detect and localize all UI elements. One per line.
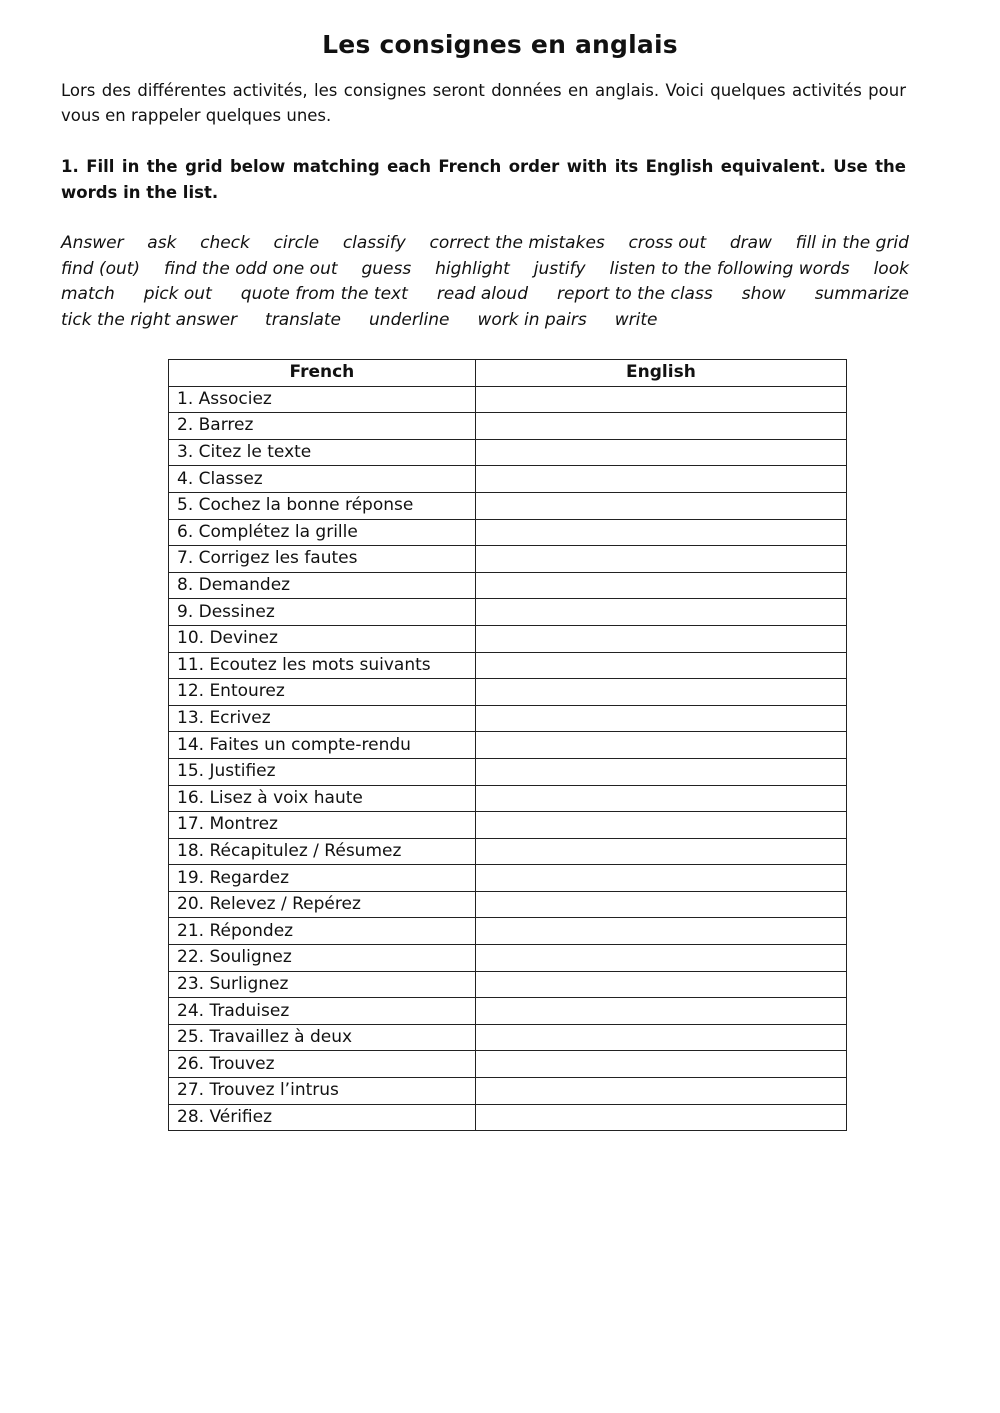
- word-list-line: [61, 257, 909, 283]
- english-answer-cell[interactable]: [475, 1078, 846, 1105]
- english-answer-cell[interactable]: [475, 998, 846, 1025]
- word-list-item: find (out): [61, 258, 141, 279]
- table-row: [169, 705, 847, 732]
- grid-header-row: [169, 360, 847, 387]
- table-row: [169, 918, 847, 945]
- table-row: [169, 1104, 847, 1131]
- word-list-item: show: [741, 284, 786, 304]
- word-list-item: match: [61, 284, 115, 304]
- french-order-cell: 17. Montrez: [169, 812, 476, 839]
- english-answer-cell[interactable]: [475, 918, 846, 945]
- english-answer-cell[interactable]: [475, 519, 846, 546]
- table-row: [169, 572, 847, 599]
- french-order-cell: 15. Justifiez: [169, 758, 476, 785]
- english-answer-cell[interactable]: [475, 732, 846, 759]
- english-answer-cell[interactable]: [475, 625, 846, 652]
- french-order-cell: 11. Ecoutez les mots suivants: [169, 652, 476, 679]
- word-list-item: correct the mistakes: [429, 233, 605, 253]
- english-answer-cell[interactable]: [475, 891, 846, 918]
- english-answer-cell[interactable]: [475, 971, 846, 998]
- word-list-item: justify: [533, 258, 586, 279]
- french-order-cell: 23. Surlignez: [169, 971, 476, 998]
- french-order-cell: 18. Récapitulez / Résumez: [169, 838, 476, 865]
- english-answer-cell[interactable]: [475, 572, 846, 599]
- word-list-item: write: [614, 309, 658, 330]
- french-order-cell: 14. Faites un compte-rendu: [169, 732, 476, 759]
- table-row: [169, 758, 847, 785]
- table-row: [169, 386, 847, 413]
- exercise-instruction: 1. Fill in the grid below matching each French order with its English equivalent. Use the words in the list.: [61, 157, 906, 202]
- word-list-item: translate: [265, 309, 342, 330]
- table-row: [169, 1024, 847, 1051]
- english-answer-cell[interactable]: [475, 1024, 846, 1051]
- page-title: Les consignes en anglais: [322, 30, 678, 59]
- column-header-french: French: [169, 360, 476, 387]
- english-answer-cell[interactable]: [475, 865, 846, 892]
- word-list-line: [61, 282, 909, 308]
- english-answer-cell[interactable]: [475, 785, 846, 812]
- table-row: [169, 971, 847, 998]
- english-answer-cell[interactable]: [475, 599, 846, 626]
- word-list-item: summarize: [814, 284, 909, 304]
- english-answer-cell[interactable]: [475, 492, 846, 519]
- french-order-cell: 1. Associez: [169, 386, 476, 413]
- table-row: [169, 546, 847, 573]
- english-answer-cell[interactable]: [475, 705, 846, 732]
- french-order-cell: 5. Cochez la bonne réponse: [169, 492, 476, 519]
- table-row: [169, 945, 847, 972]
- french-order-cell: 28. Vérifiez: [169, 1104, 476, 1131]
- word-list-item: Answer: [61, 233, 124, 253]
- table-row: [169, 519, 847, 546]
- french-order-cell: 2. Barrez: [169, 413, 476, 440]
- french-order-cell: 20. Relevez / Repérez: [169, 891, 476, 918]
- word-list-item: listen to the following words: [609, 258, 850, 279]
- french-order-cell: 16. Lisez à voix haute: [169, 785, 476, 812]
- french-order-cell: 25. Travaillez à deux: [169, 1024, 476, 1051]
- matching-grid: [168, 359, 847, 1131]
- english-answer-cell[interactable]: [475, 838, 846, 865]
- word-list-item: check: [200, 233, 250, 253]
- word-list-item: draw: [729, 233, 772, 253]
- table-row: [169, 998, 847, 1025]
- table-row: [169, 599, 847, 626]
- grid-body: [169, 386, 847, 1131]
- table-row: [169, 891, 847, 918]
- word-list-item: find the odd one out: [163, 258, 338, 279]
- english-answer-cell[interactable]: [475, 679, 846, 706]
- table-row: [169, 413, 847, 440]
- intro-paragraph: Lors des différentes activités, les consignes seront données en anglais. Voici quelques activités pour vous en rappeler quelques unes.: [61, 81, 906, 125]
- word-list-item: read aloud: [436, 284, 528, 304]
- table-row: [169, 652, 847, 679]
- english-answer-cell[interactable]: [475, 652, 846, 679]
- french-order-cell: 4. Classez: [169, 466, 476, 493]
- table-row: [169, 812, 847, 839]
- english-answer-cell[interactable]: [475, 439, 846, 466]
- word-list-line: [61, 231, 909, 257]
- word-list-item: quote from the text: [240, 284, 408, 304]
- english-answer-cell[interactable]: [475, 1104, 846, 1131]
- english-answer-cell[interactable]: [475, 758, 846, 785]
- word-list-item: circle: [273, 233, 320, 253]
- word-list-item: underline: [369, 309, 450, 330]
- french-order-cell: 24. Traduisez: [169, 998, 476, 1025]
- french-order-cell: 13. Ecrivez: [169, 705, 476, 732]
- table-row: [169, 865, 847, 892]
- table-row: [169, 679, 847, 706]
- table-row: [169, 1051, 847, 1078]
- english-answer-cell[interactable]: [475, 812, 846, 839]
- french-order-cell: 21. Répondez: [169, 918, 476, 945]
- french-order-cell: 3. Citez le texte: [169, 439, 476, 466]
- french-order-cell: 8. Demandez: [169, 572, 476, 599]
- table-row: [169, 466, 847, 493]
- english-answer-cell[interactable]: [475, 546, 846, 573]
- table-row: [169, 785, 847, 812]
- word-list-item: ask: [147, 233, 177, 253]
- french-order-cell: 12. Entourez: [169, 679, 476, 706]
- word-list: [61, 231, 909, 333]
- french-order-cell: 27. Trouvez l’intrus: [169, 1078, 476, 1105]
- word-list-line: [61, 308, 909, 334]
- word-list-item: fill in the grid: [795, 233, 909, 253]
- french-order-cell: 7. Corrigez les fautes: [169, 546, 476, 573]
- table-row: [169, 732, 847, 759]
- table-row: [169, 439, 847, 466]
- english-answer-cell[interactable]: [475, 945, 846, 972]
- french-order-cell: 22. Soulignez: [169, 945, 476, 972]
- french-order-cell: 19. Regardez: [169, 865, 476, 892]
- column-header-english: English: [475, 360, 846, 387]
- word-list-item: look: [873, 258, 909, 279]
- word-list-item: cross out: [628, 233, 707, 253]
- table-row: [169, 492, 847, 519]
- table-row: [169, 838, 847, 865]
- table-row: [169, 1078, 847, 1105]
- french-order-cell: 6. Complétez la grille: [169, 519, 476, 546]
- french-order-cell: 9. Dessinez: [169, 599, 476, 626]
- french-order-cell: 10. Devinez: [169, 625, 476, 652]
- word-list-item: pick out: [143, 284, 212, 304]
- english-answer-cell[interactable]: [475, 466, 846, 493]
- english-answer-cell[interactable]: [475, 1051, 846, 1078]
- word-list-item: highlight: [435, 258, 510, 279]
- word-list-item: guess: [361, 258, 412, 279]
- word-list-item: report to the class: [557, 284, 713, 304]
- table-row: [169, 625, 847, 652]
- word-list-item: tick the right answer: [61, 309, 238, 330]
- word-list-item: work in pairs: [477, 309, 587, 330]
- french-order-cell: 26. Trouvez: [169, 1051, 476, 1078]
- english-answer-cell[interactable]: [475, 413, 846, 440]
- english-answer-cell[interactable]: [475, 386, 846, 413]
- word-list-item: classify: [342, 233, 406, 253]
